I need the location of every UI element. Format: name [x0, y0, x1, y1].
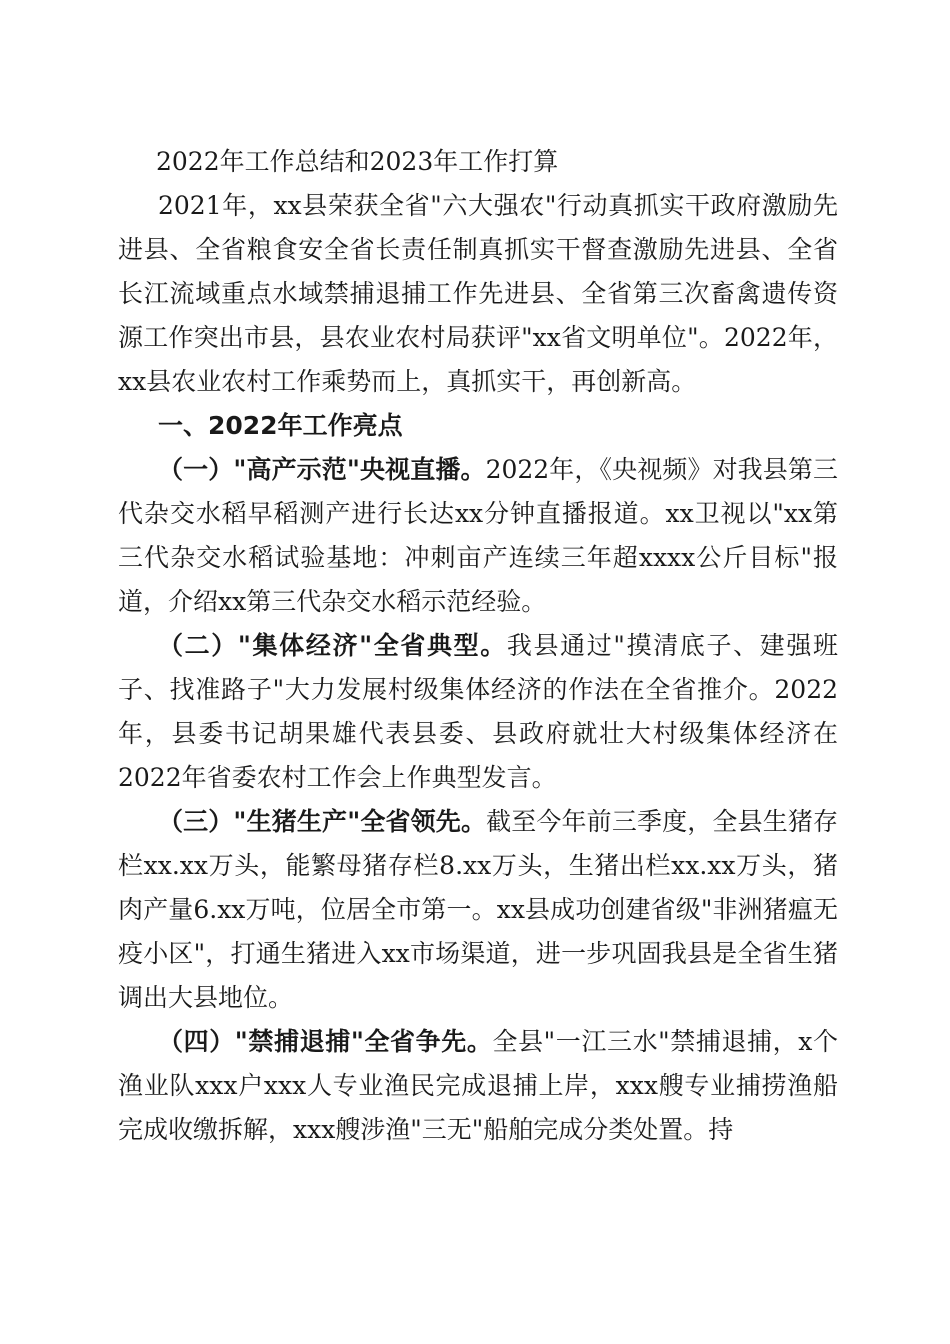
highlight-item-3-body: 截至今年前三季度，全县生猪存栏xx.xx万头，能繁母猪存栏8.xx万头，生猪出栏xx.xx万头，猪肉产量6.xx万吨，位居全市第一。xx县成功创建省级"非洲猪瘟无疫小区"，打通生猪进入xx市场渠道，进一步巩固我县是全省生猪调出大县地位。 [118, 807, 838, 1012]
highlight-item-3 [118, 800, 838, 1020]
highlight-item-1-body: 2022年，《央视频》对我县第三代杂交水稻早稻测产进行长达xx分钟直播报道。xx卫视以"xx第三代杂交水稻试验基地：冲刺亩产连续三年超xxxx公斤目标"报道，介绍xx第三代杂交水稻示范经验。 [118, 455, 839, 616]
highlight-item-4 [118, 1020, 838, 1152]
section-heading: 一、2022年工作亮点 [158, 411, 403, 440]
highlight-item-2 [118, 624, 838, 800]
highlight-item-1-head: （一）"高产示范"央视直播。 [158, 455, 486, 484]
document-body [118, 140, 838, 1152]
highlight-item-2-body: 我县通过"摸清底子、建强班子、找准路子"大力发展村级集体经济的作法在全省推介。2022年，县委书记胡果雄代表县委、县政府就壮大村级集体经济在2022年省委农村工作会上作典型发言。 [118, 631, 838, 792]
intro-paragraph: 2021年，xx县荣获全省"六大强农"行动真抓实干政府激励先进县、全省粮食安全省长责任制真抓实干督查激励先进县、全省长江流域重点水域禁捕退捕工作先进县、全省第三次畜禽遗传资源工作突出市县，县农业农村局获评"xx省文明单位"。2022年，xx县农业农村工作乘势而上，真抓实干，再创新高。 [118, 191, 838, 396]
document-title: 2022年工作总结和2023年工作打算 [156, 147, 559, 176]
highlight-item-1 [118, 448, 838, 624]
highlight-item-4-head: （四）"禁捕退捕"全省争先。 [158, 1027, 493, 1056]
highlight-item-4-body: 全县"一江三水"禁捕退捕，x个渔业队xxx户xxx人专业渔民完成退捕上岸，xxx艘专业捕捞渔船完成收缴拆解，xxx艘涉渔"三无"船舶完成分类处置。持 [118, 1027, 838, 1144]
highlight-item-2-head: （二）"集体经济"全省典型。 [158, 631, 507, 660]
highlight-item-3-head: （三）"生猪生产"全省领先。 [158, 807, 487, 836]
